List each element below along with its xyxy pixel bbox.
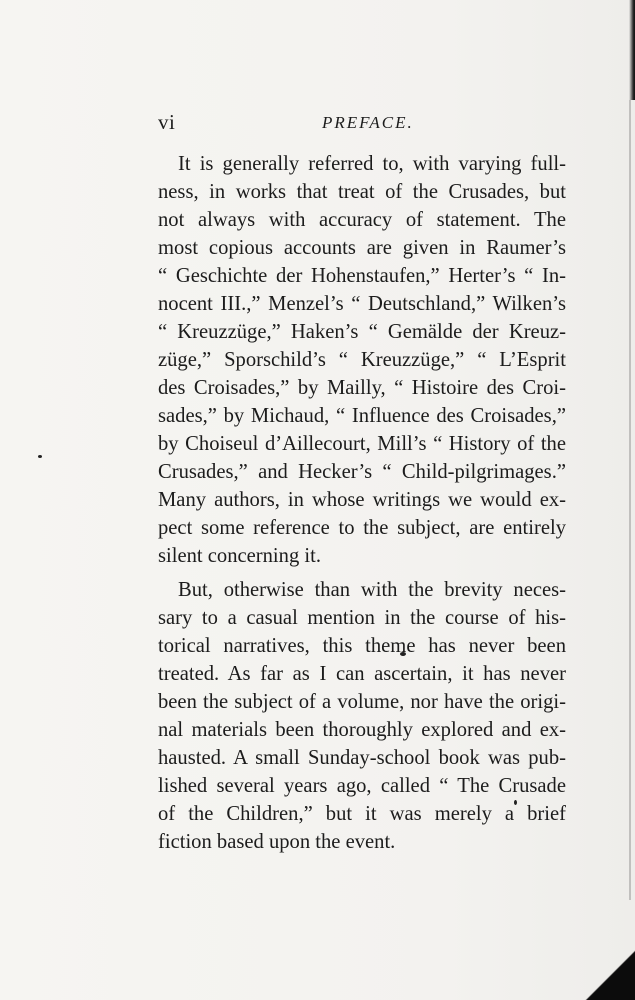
text-line: nal materials been thoroughly explored and ex- (158, 719, 566, 741)
running-head: PREFACE. (322, 113, 414, 132)
text-line: Crusades,” and Hecker’s “ Child-pilgrimages.” (158, 461, 566, 483)
text-line: des Croisades,” by Mailly, “ Histoire des Croi- (158, 377, 566, 399)
text-line: “ Kreuzzüge,” Haken’s “ Gemälde der Kreuz- (158, 321, 566, 343)
text-line: ness, in works that treat of the Crusades, but (158, 181, 566, 203)
text-line: been the subject of a volume, nor have the origi- (158, 691, 566, 713)
text-line: züge,” Sporschild’s “ Kreuzzüge,” “ L’Esprit (158, 349, 566, 371)
text-line: Many authors, in whose writings we would ex- (158, 489, 566, 511)
text-line: But, otherwise than with the brevity neces- (178, 579, 566, 601)
text-line: not always with accuracy of statement. The (158, 209, 566, 231)
page-number: vi (158, 110, 176, 134)
text-line: most copious accounts are given in Raumer’s (158, 237, 566, 259)
text-line: sades,” by Michaud, “ Influence des Croisades,” (158, 405, 566, 427)
scan-edge-shadow (629, 0, 635, 100)
text-line: “ Geschichte der Hohenstaufen,” Herter’s “ In- (158, 265, 566, 287)
text-line: treated. As far as I can ascertain, it has never (158, 663, 566, 685)
text-line: of the Children,” but it was merely a brief (158, 803, 566, 825)
scan-edge-line (629, 100, 631, 900)
ink-speck (38, 455, 42, 458)
text-line: torical narratives, this theme has never been (158, 635, 566, 657)
text-line: sary to a casual mention in the course of his- (158, 607, 566, 629)
text-line: lished several years ago, called “ The Crusade (158, 775, 566, 797)
paragraph (158, 150, 566, 570)
text-line: nocent III.,” Menzel’s “ Deutschland,” Wilken’s (158, 293, 566, 315)
text-line: hausted. A small Sunday-school book was pub- (158, 747, 566, 769)
text-line: silent concerning it. (158, 545, 321, 567)
text-line: by Choiseul d’Aillecourt, Mill’s “ History of the (158, 433, 566, 455)
paragraph (158, 576, 566, 856)
scan-corner-shadow (585, 950, 635, 1000)
text-line: It is generally referred to, with varying full- (178, 153, 566, 175)
page-header (158, 110, 568, 140)
text-line: fiction based upon the event. (158, 831, 396, 853)
text-line: pect some reference to the subject, are entirely (158, 517, 566, 539)
body-text (158, 150, 566, 862)
